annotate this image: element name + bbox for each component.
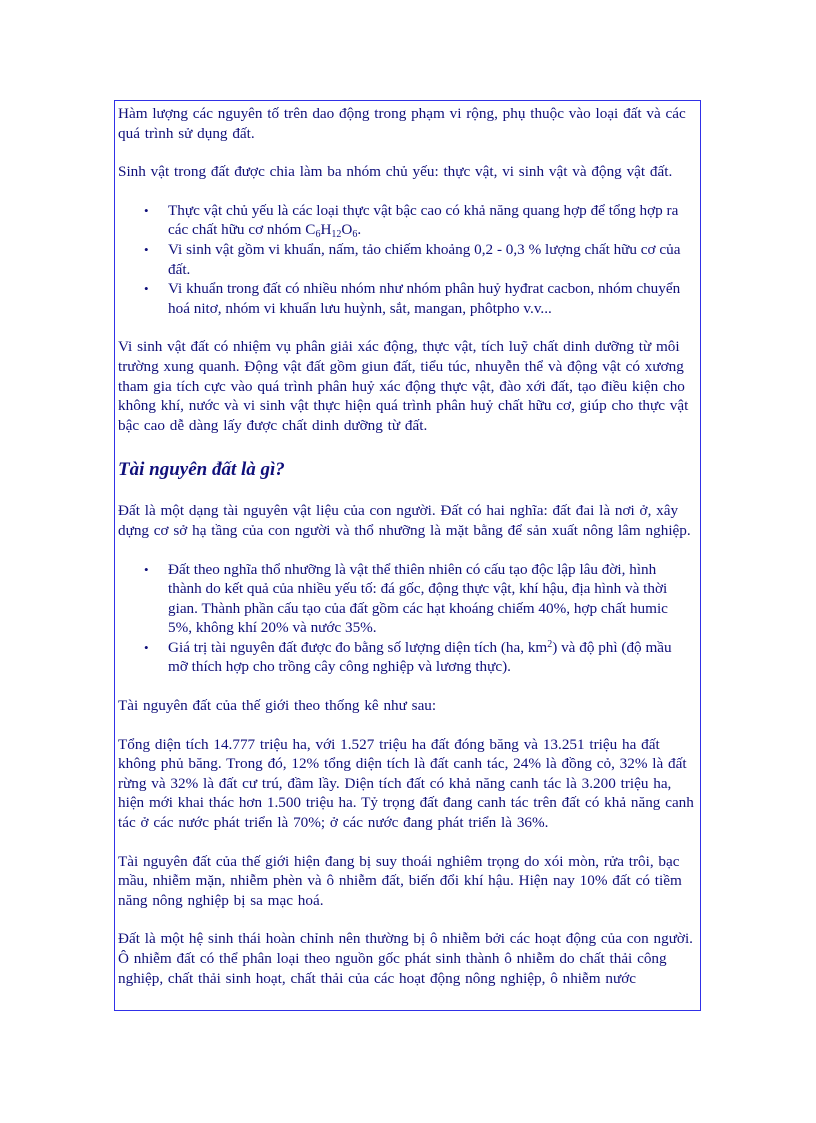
- document-page-box: [114, 100, 701, 1011]
- chemical-formula: $C_6H_{12}O_6$.: [305, 221, 362, 241]
- bullet-icon: •: [144, 281, 149, 297]
- list-item-plants: • Thực vật chủ yếu là các loại thực vật bậc cao có khả năng quang hợp để tổng hợp ra các chất hữu cơ nhóm $C_6H_{12}O_6$.: [144, 201, 679, 241]
- section-heading: Tài nguyên đất là gì?: [118, 459, 285, 481]
- paragraph-soil-organisms: Sinh vật trong đất được chia làm ba nhóm chủ yếu: thực vật, vi sinh vật và động vật đất.: [118, 163, 673, 181]
- list-item-soil-pedology: • Đất theo nghĩa thổ nhưỡng là vật thể thiên nhiên có cấu tạo độc lập lâu đời, hình thành do kết quả của nhiều yếu tố: đá gốc, động thực vật, khí hậu, địa hình và thời gian. Thành phần cấu tạo của đất gồm các hạt khoáng chiếm 40%, hợp chất humic 5%, không khí 20% và nước 35%.: [144, 560, 668, 637]
- bullet-icon: •: [144, 561, 149, 577]
- list-item-bacteria: • Vi khuẩn trong đất có nhiều nhóm như nhóm phân huỷ hyđrat cacbon, nhóm chuyển hoá nitơ, nhóm vi khuẩn lưu huỳnh, sắt, mangan, phôtpho v.v...: [144, 280, 681, 317]
- list-item-soil-value: • Giá trị tài nguyên đất được đo bằng số lượng diện tích (ha, $km^2$) và độ phì (độ mầu mỡ thích hợp cho trồng cây công nghiệp và lương thực).: [144, 638, 672, 676]
- paragraph-soil-definition: Đất là một dạng tài nguyên vật liệu của con người. Đất có hai nghĩa: đất đai là nơi ở, xây dựng cơ sở hạ tầng của con người và thổ nhưỡng là mặt bằng để sản xuất nông lâm nghiệp.: [118, 502, 691, 539]
- paragraph-world-stats: Tổng diện tích 14.777 triệu ha, với 1.527 triệu ha đất đóng băng và 13.251 triệu ha đất không phủ băng. Trong đó, 12% tổng diện tích là đất canh tác, 24% là đồng cỏ, 32% là đất rừng và 32% là đất cư trú, đầm lầy. Diện tích đất có khả năng canh tác là 3.200 triệu ha, hiện mới khai thác hơn 1.500 triệu ha. Tỷ trọng đất đang canh tác trên đất có khả năng canh tác ở các nước phát triển là 70%; ở các nước đang phát triển là 36%.: [118, 735, 694, 832]
- soil-meaning-list: [118, 560, 698, 678]
- paragraph-element-content: Hàm lượng các nguyên tố trên dao động trong phạm vi rộng, phụ thuộc vào loại đất và các quá trình sử dụng đất.: [118, 105, 686, 142]
- paragraph-soil-degradation: Tài nguyên đất của thế giới hiện đang bị suy thoái nghiêm trọng do xói mòn, rửa trôi, bạc mầu, nhiễm mặn, nhiễm phèn và ô nhiễm đất, biến đổi khí hậu. Hiện nay 10% đất có tiềm năng nông nghiệp bị sa mạc hoá.: [118, 852, 682, 909]
- paragraph-microorganism-role: Vi sinh vật đất có nhiệm vụ phân giải xác động, thực vật, tích luỹ chất dinh dưỡng từ môi trường xung quanh. Động vật đất gồm giun đất, tiểu túc, nhuyễn thể và động vật có xương tham gia tích cực vào quá trình phân huỷ xác động thực vật, đào xới đất, tạo điều kiện cho không khí, nước và vi sinh vật thực hiện quá trình phân huỷ chất hữu cơ, giúp cho thực vật bậc cao dễ dàng lấy được chất dinh dưỡng từ đất.: [118, 338, 689, 434]
- list-item-microorganisms: • Vi sinh vật gồm vi khuẩn, nấm, tảo chiếm khoảng 0,2 - 0,3 % lượng chất hữu cơ của đất.: [144, 240, 681, 278]
- organism-groups-list: [118, 201, 698, 319]
- bullet-icon: •: [144, 639, 149, 655]
- paragraph-world-stats-intro: Tài nguyên đất của thế giới theo thống kê như sau:: [118, 697, 437, 715]
- bullet-icon: •: [144, 202, 149, 218]
- bullet-icon: •: [144, 241, 149, 257]
- paragraph-soil-pollution: Đất là một hệ sinh thái hoàn chỉnh nên thường bị ô nhiễm bởi các hoạt động của con người. Ô nhiễm đất có thể phân loại theo nguồn gốc phát sinh thành ô nhiễm do chất thải công nghiệp, chất thải sinh hoạt, chất thải của các hoạt động nông nghiệp, ô nhiễm nước: [118, 930, 693, 987]
